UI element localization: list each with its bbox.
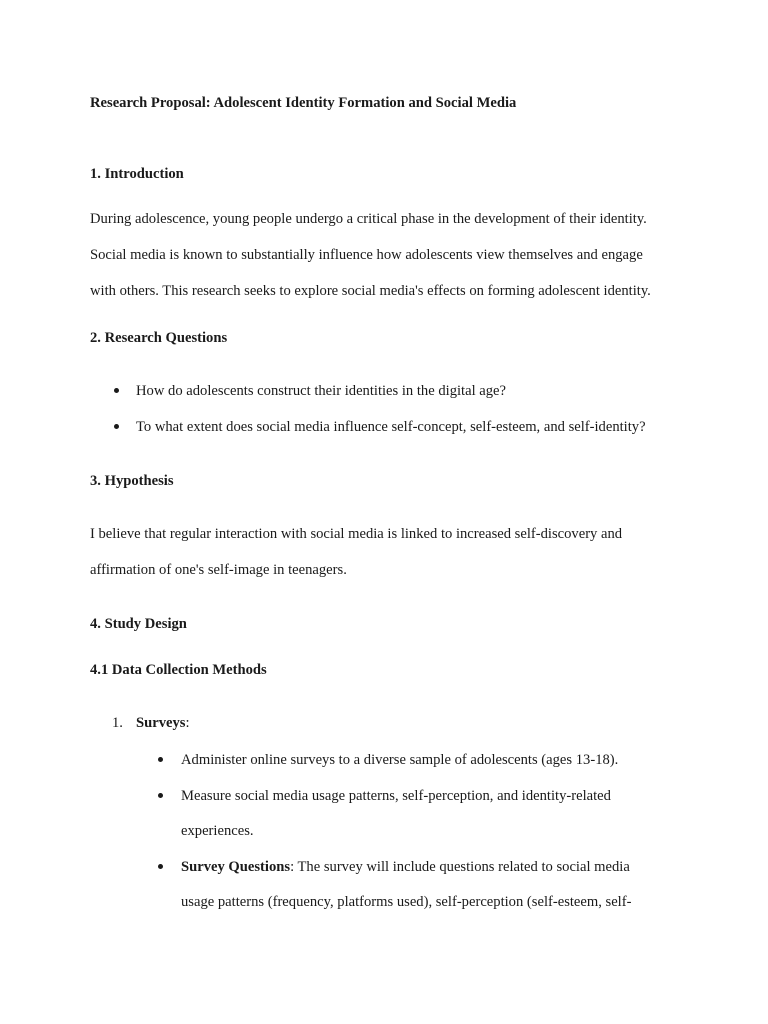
section-heading-study-design: 4. Study Design xyxy=(90,616,187,632)
paragraph-line: During adolescence, young people undergo a critical phase in the development of their identity. xyxy=(90,211,647,227)
bullet-icon xyxy=(158,864,163,869)
paragraph-line: affirmation of one's self-image in teenagers. xyxy=(90,562,347,578)
paragraph-line: Social media is known to substantially influence how adolescents view themselves and engage xyxy=(90,247,643,263)
list-item: How do adolescents construct their identities in the digital age? xyxy=(136,383,507,399)
bullet-icon xyxy=(158,793,163,798)
list-item xyxy=(181,858,630,876)
survey-questions-text: : The survey will include questions related to social media xyxy=(290,859,630,875)
bullet-icon xyxy=(114,388,119,393)
list-number: 1. xyxy=(112,715,123,731)
document-title: Research Proposal: Adolescent Identity Formation and Social Media xyxy=(90,95,517,111)
method-label: Surveys xyxy=(136,715,186,731)
list-item: Measure social media usage patterns, self-perception, and identity-related xyxy=(181,788,611,804)
paragraph-line: with others. This research seeks to explore social media's effects on forming adolescent identity. xyxy=(90,283,651,299)
list-item-continuation: experiences. xyxy=(181,823,254,839)
section-heading-hypothesis: 3. Hypothesis xyxy=(90,473,174,489)
section-heading-introduction: 1. Introduction xyxy=(90,166,184,182)
paragraph-line: I believe that regular interaction with social media is linked to increased self-discovery and xyxy=(90,526,623,542)
bullet-icon xyxy=(158,757,163,762)
subsection-heading-data-collection: 4.1 Data Collection Methods xyxy=(90,662,267,678)
bullet-icon xyxy=(114,424,119,429)
list-item: Administer online surveys to a diverse sample of adolescents (ages 13-18). xyxy=(181,752,619,768)
survey-questions-label: Survey Questions xyxy=(181,859,291,875)
list-item: To what extent does social media influence self-concept, self-esteem, and self-identity? xyxy=(136,419,646,435)
method-label-suffix: : xyxy=(185,715,190,731)
method-title xyxy=(136,714,190,732)
list-item-continuation: usage patterns (frequency, platforms used), self-perception (self-esteem, self- xyxy=(181,894,632,910)
section-heading-research-questions: 2. Research Questions xyxy=(90,330,228,346)
